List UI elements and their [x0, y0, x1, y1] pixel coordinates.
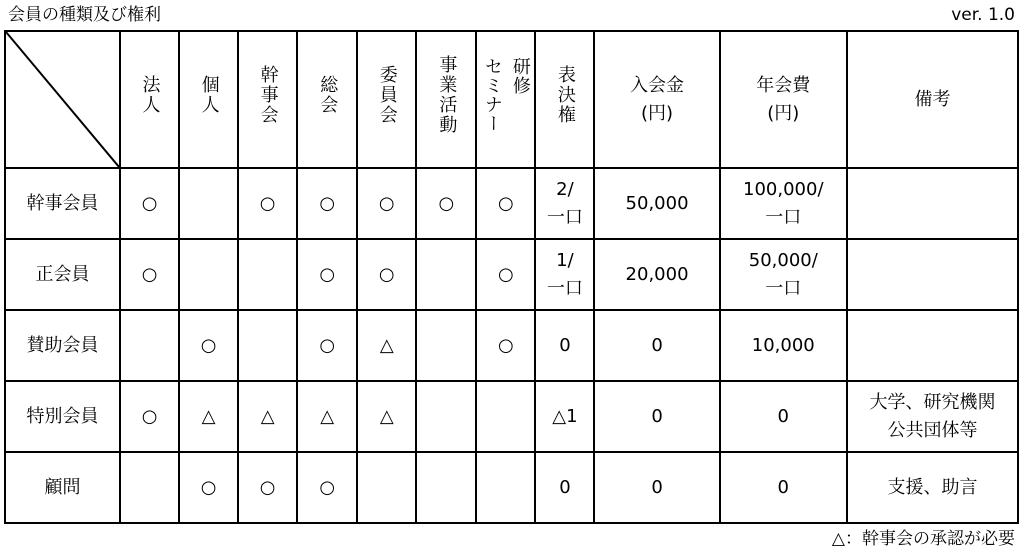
cell-nenkai: 0	[720, 381, 847, 452]
membership-table	[4, 30, 1019, 524]
cell-kojin: △	[179, 381, 238, 452]
header-jigyou: 事業活動	[416, 31, 476, 168]
header-row	[5, 31, 1018, 168]
cell-soukai: ○	[297, 239, 357, 310]
header-soukai: 総会	[297, 31, 357, 168]
cell-seminar	[476, 452, 535, 523]
cell-kanjikai: ○	[238, 168, 297, 239]
cell-seminar: ○	[476, 168, 535, 239]
cell-kojin	[179, 239, 238, 310]
cell-hyouketsu: 2/ 一口	[535, 168, 594, 239]
cell-jigyou: ○	[416, 168, 476, 239]
cell-kojin: ○	[179, 452, 238, 523]
cell-seminar: ○	[476, 239, 535, 310]
row-name: 顧問	[5, 452, 120, 523]
cell-jigyou	[416, 452, 476, 523]
cell-kanjikai: △	[238, 381, 297, 452]
approval-footnote: △：幹事会の承認が必要	[831, 529, 1015, 549]
header-kenshu: 研修	[509, 57, 531, 95]
cell-hyouketsu: 0	[535, 310, 594, 381]
cell-soukai: ○	[297, 310, 357, 381]
cell-houjin: ○	[120, 239, 179, 310]
cell-nyukai: 0	[594, 452, 719, 523]
cell-houjin: ○	[120, 168, 179, 239]
cell-hyouketsu: 0	[535, 452, 594, 523]
cell-hyouketsu: △1	[535, 381, 594, 452]
table-row	[5, 310, 1018, 381]
cell-nyukai: 0	[594, 310, 719, 381]
header-seminar: セミナー	[481, 57, 503, 133]
document-title: 会員の種類及び権利	[8, 5, 161, 25]
corner-diagonal-cell	[5, 31, 120, 168]
cell-houjin	[120, 452, 179, 523]
cell-iinkai: △	[357, 310, 416, 381]
cell-nenkai: 50,000/ 一口	[720, 239, 847, 310]
cell-bikou	[847, 168, 1018, 239]
row-name: 賛助会員	[5, 310, 120, 381]
row-name: 正会員	[5, 239, 120, 310]
cell-nyukai: 0	[594, 381, 719, 452]
cell-bikou: 支援、助言	[847, 452, 1018, 523]
header-kanjikai: 幹事会	[238, 31, 297, 168]
table-row	[5, 452, 1018, 523]
header-nyukai: 入会金 (円)	[594, 31, 719, 168]
cell-kanjikai	[238, 239, 297, 310]
version-label: ver. 1.0	[951, 5, 1015, 25]
cell-houjin: ○	[120, 381, 179, 452]
header-kojin: 個人	[179, 31, 238, 168]
header-seminar-kenshu	[476, 31, 535, 168]
header-bikou: 備考	[847, 31, 1018, 168]
cell-iinkai	[357, 452, 416, 523]
cell-nenkai: 10,000	[720, 310, 847, 381]
cell-jigyou	[416, 381, 476, 452]
cell-soukai: ○	[297, 452, 357, 523]
cell-kanjikai: ○	[238, 452, 297, 523]
cell-bikou	[847, 239, 1018, 310]
diagonal-line	[6, 32, 119, 167]
cell-soukai: ○	[297, 168, 357, 239]
cell-iinkai: ○	[357, 239, 416, 310]
cell-bikou: 大学、研究機関 公共団体等	[847, 381, 1018, 452]
cell-nenkai: 0	[720, 452, 847, 523]
cell-nyukai: 20,000	[594, 239, 719, 310]
cell-houjin	[120, 310, 179, 381]
table-row	[5, 168, 1018, 239]
cell-bikou	[847, 310, 1018, 381]
table-row	[5, 239, 1018, 310]
cell-iinkai: △	[357, 381, 416, 452]
cell-kojin	[179, 168, 238, 239]
row-name: 幹事会員	[5, 168, 120, 239]
cell-seminar	[476, 381, 535, 452]
cell-jigyou	[416, 239, 476, 310]
header-nenkai: 年会費 (円)	[720, 31, 847, 168]
header-houjin: 法人	[120, 31, 179, 168]
cell-nenkai: 100,000/ 一口	[720, 168, 847, 239]
header-hyouketsu: 表決権	[535, 31, 594, 168]
cell-iinkai: ○	[357, 168, 416, 239]
cell-soukai: △	[297, 381, 357, 452]
cell-nyukai: 50,000	[594, 168, 719, 239]
row-name: 特別会員	[5, 381, 120, 452]
cell-seminar: ○	[476, 310, 535, 381]
table-row	[5, 381, 1018, 452]
cell-kanjikai	[238, 310, 297, 381]
cell-jigyou	[416, 310, 476, 381]
cell-kojin: ○	[179, 310, 238, 381]
header-iinkai: 委員会	[357, 31, 416, 168]
cell-hyouketsu: 1/ 一口	[535, 239, 594, 310]
